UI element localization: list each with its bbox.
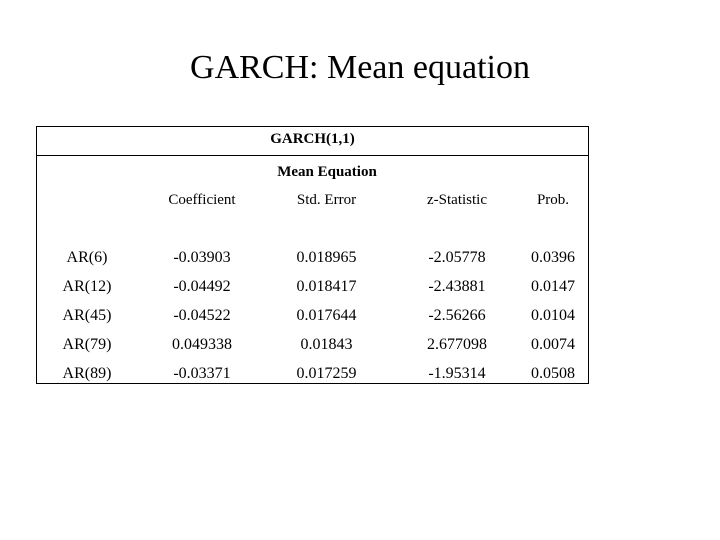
z-statistic-value: -1.95314 (428, 365, 486, 382)
page-title: GARCH: Mean equation (190, 49, 530, 86)
prob-value: 0.0074 (531, 336, 575, 353)
z-statistic-value: -2.56266 (428, 307, 486, 324)
std-error-value: 0.017644 (296, 307, 357, 324)
model-title: GARCH(1,1) (270, 131, 355, 147)
coefficient-value: 0.049338 (172, 336, 232, 353)
prob-value: 0.0147 (531, 278, 575, 295)
coefficient-value: -0.04522 (173, 307, 231, 324)
z-statistic-value: -2.05778 (428, 249, 486, 266)
std-error-value: 0.018417 (296, 278, 357, 295)
std-error-value: 0.017259 (296, 365, 357, 382)
column-header-coefficient: Coefficient (168, 192, 236, 208)
z-statistic-value: -2.43881 (428, 278, 486, 295)
row-label: AR(6) (66, 249, 108, 266)
z-statistic-value: 2.677098 (427, 336, 487, 353)
row-label: AR(45) (62, 307, 112, 324)
coefficient-value: -0.03371 (173, 365, 231, 382)
prob-value: 0.0396 (531, 249, 575, 266)
std-error-value: 0.01843 (300, 336, 353, 353)
column-header-std-error: Std. Error (296, 192, 357, 208)
results-table (36, 126, 589, 384)
row-label: AR(79) (62, 336, 112, 353)
column-header-prob: Prob. (536, 192, 570, 208)
row-label: AR(89) (62, 365, 112, 382)
std-error-value: 0.018965 (296, 249, 357, 266)
prob-value: 0.0508 (531, 365, 575, 382)
section-title: Mean Equation (277, 164, 377, 180)
prob-value: 0.0104 (531, 307, 575, 324)
header-divider (37, 155, 588, 156)
column-header-z-statistic: z-Statistic (427, 192, 487, 208)
coefficient-value: -0.03903 (173, 249, 231, 266)
row-label: AR(12) (62, 278, 112, 295)
coefficient-value: -0.04492 (173, 278, 231, 295)
